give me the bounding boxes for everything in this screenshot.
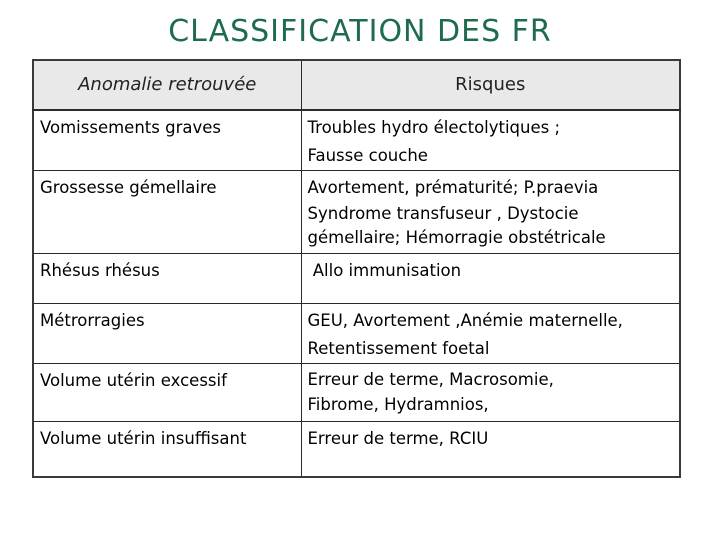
risk-line: Erreur de terme, RCIU xyxy=(307,429,489,448)
risks-cell xyxy=(301,171,680,254)
risk-line: Fibrome, Hydramnios, xyxy=(307,395,489,414)
risk-line: Avortement, prématurité; P.praevia xyxy=(307,178,599,197)
table-row xyxy=(33,254,680,304)
risks-cell xyxy=(301,254,680,304)
anomaly-cell: Métrorragies xyxy=(33,304,301,364)
page-title: CLASSIFICATION DES FR xyxy=(168,14,552,49)
risks-cell xyxy=(301,422,680,477)
risks-cell xyxy=(301,110,680,171)
column-header-anomaly: Anomalie retrouvée xyxy=(33,60,301,110)
table-row xyxy=(33,364,680,422)
risk-line: gémellaire; Hémorragie obstétricale xyxy=(307,228,606,247)
classification-table xyxy=(32,59,681,478)
column-header-risks: Risques xyxy=(301,60,680,110)
risk-line: Retentissement foetal xyxy=(307,339,490,358)
anomaly-cell: Grossesse gémellaire xyxy=(33,171,301,254)
risk-line: Allo immunisation xyxy=(307,261,462,280)
risk-line: Erreur de terme, Macrosomie, xyxy=(307,370,554,389)
table-row xyxy=(33,171,680,254)
risks-cell xyxy=(301,364,680,422)
table-row xyxy=(33,110,680,171)
anomaly-cell: Vomissements graves xyxy=(33,110,301,171)
risk-line: Syndrome transfuseur , Dystocie xyxy=(307,204,579,223)
table-row xyxy=(33,304,680,364)
anomaly-cell: Rhésus rhésus xyxy=(33,254,301,304)
risk-line: GEU, Avortement ,Anémie maternelle, xyxy=(307,311,623,330)
table-row xyxy=(33,422,680,477)
anomaly-cell: Volume utérin insuffisant xyxy=(33,422,301,477)
table-header-row xyxy=(33,60,680,110)
anomaly-cell: Volume utérin excessif xyxy=(33,364,301,422)
risks-cell xyxy=(301,304,680,364)
risk-line: Fausse couche xyxy=(307,146,428,165)
risk-line: Troubles hydro électolytiques ; xyxy=(307,118,561,137)
